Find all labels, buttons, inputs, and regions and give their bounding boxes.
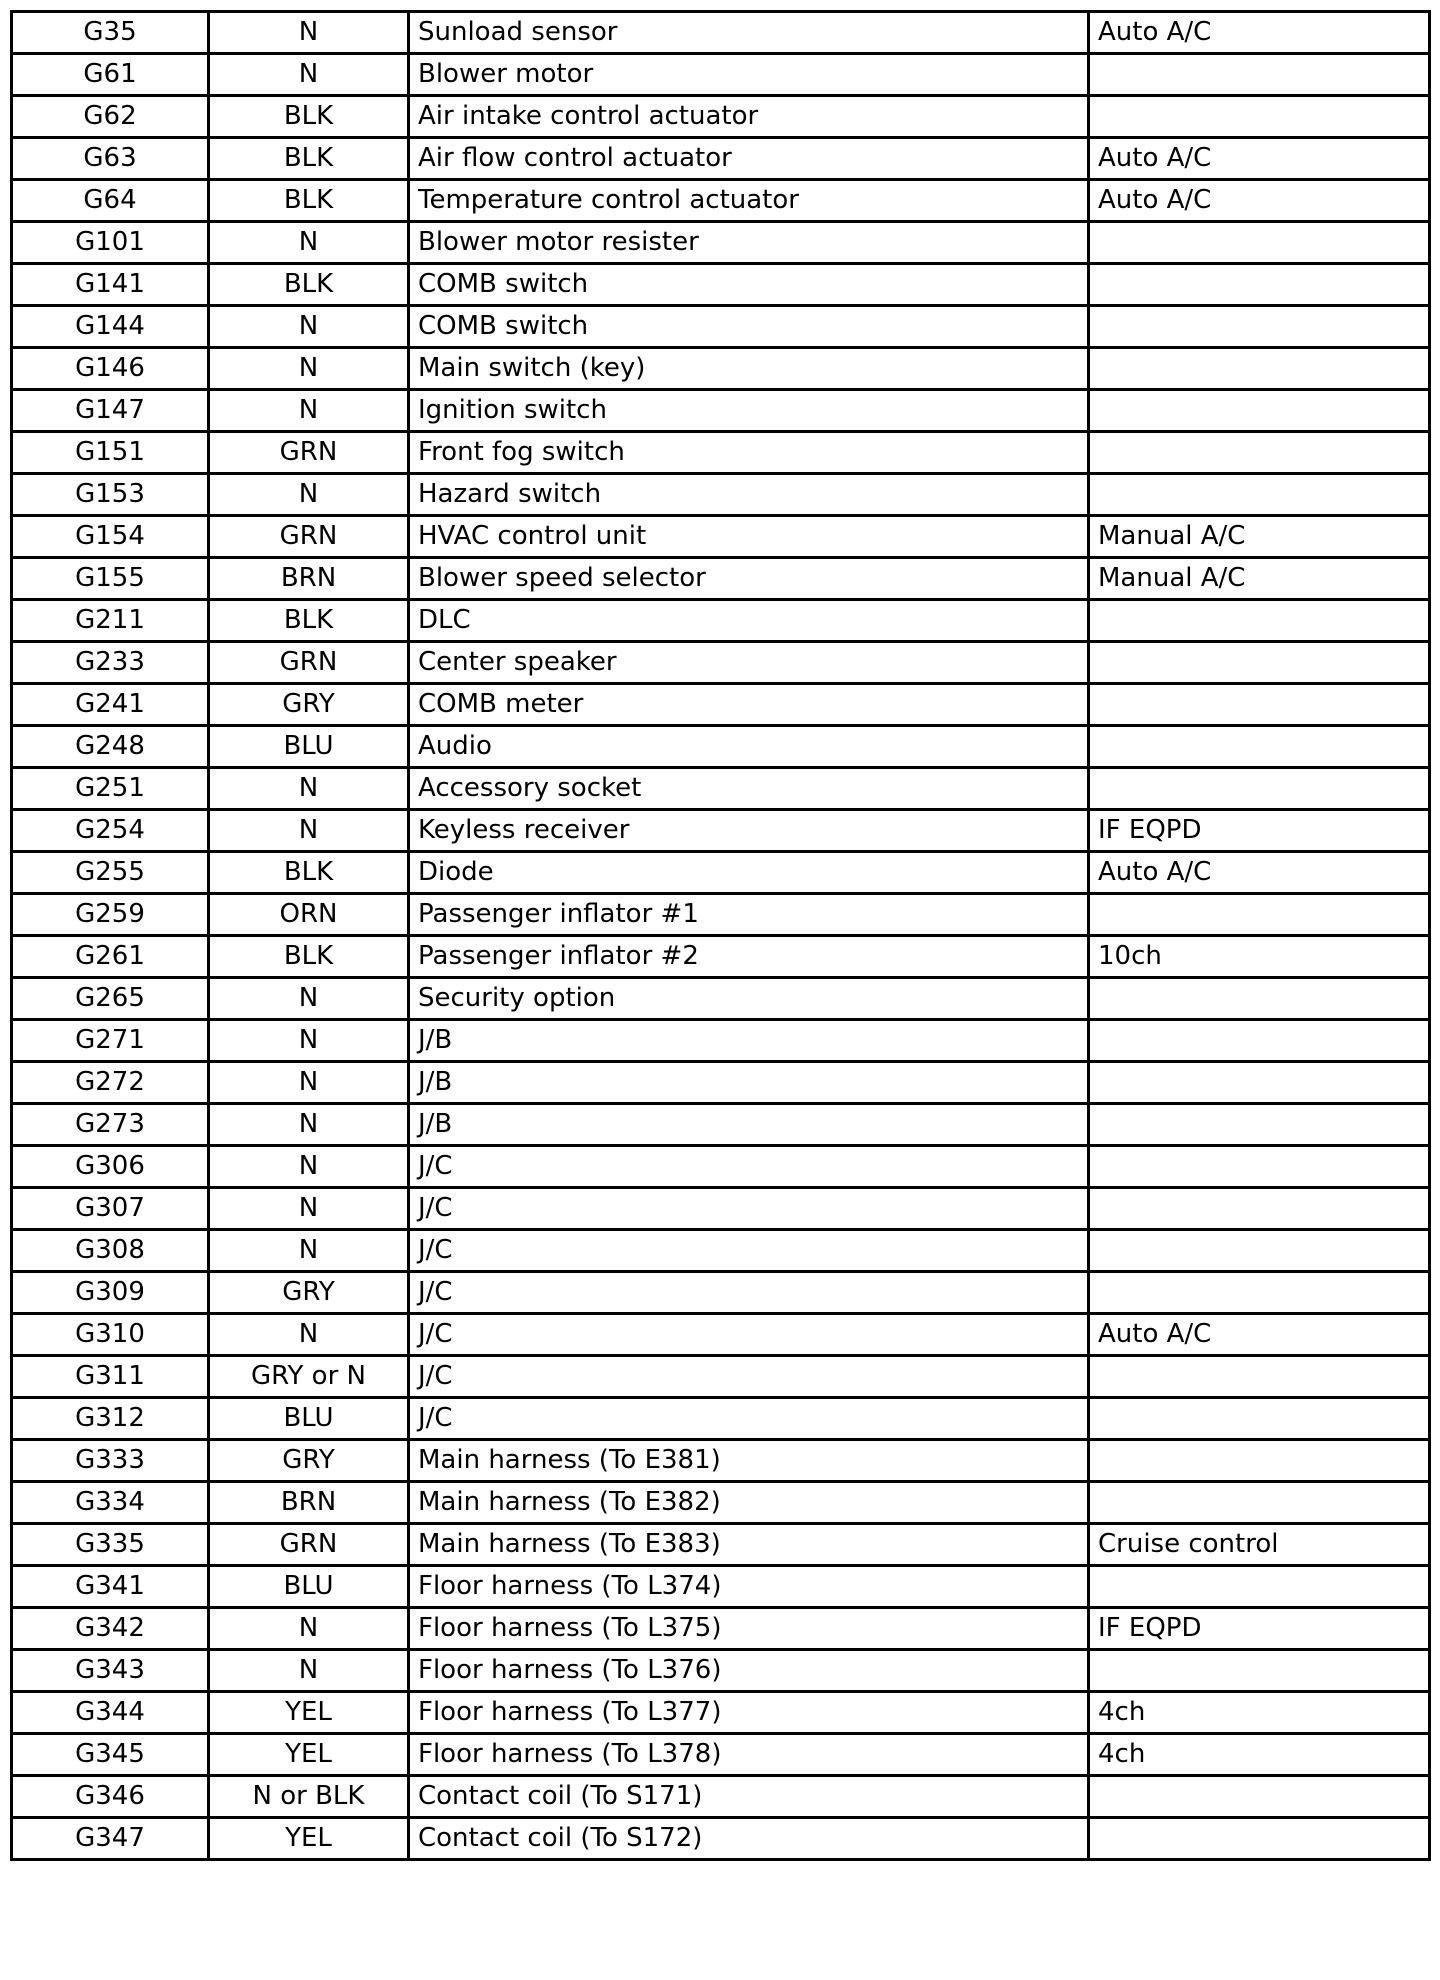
description-cell: Main harness (To E381) — [409, 1440, 1089, 1482]
description-cell: Floor harness (To L377) — [409, 1692, 1089, 1734]
table-row — [12, 726, 1430, 768]
wire-color-cell: YEL — [209, 1734, 409, 1776]
wire-color-cell: N — [209, 54, 409, 96]
connector-code-cell: G346 — [12, 1776, 209, 1818]
table-row — [12, 1650, 1430, 1692]
table-row — [12, 516, 1430, 558]
description-cell: Blower speed selector — [409, 558, 1089, 600]
connector-code-cell: G248 — [12, 726, 209, 768]
connector-code-cell: G63 — [12, 138, 209, 180]
description-cell: Air flow control actuator — [409, 138, 1089, 180]
wire-color-cell: GRY — [209, 1272, 409, 1314]
wire-color-cell: ORN — [209, 894, 409, 936]
description-cell: J/C — [409, 1146, 1089, 1188]
wire-color-cell: GRY — [209, 684, 409, 726]
wire-color-cell: N — [209, 390, 409, 432]
wire-color-cell: BLK — [209, 138, 409, 180]
wire-color-cell: N — [209, 978, 409, 1020]
description-cell: J/C — [409, 1314, 1089, 1356]
wire-color-cell: BLK — [209, 936, 409, 978]
wire-color-cell: N — [209, 1314, 409, 1356]
connector-code-cell: G259 — [12, 894, 209, 936]
table-row — [12, 180, 1430, 222]
table-row — [12, 684, 1430, 726]
wire-color-cell: BRN — [209, 1482, 409, 1524]
note-cell — [1089, 1062, 1430, 1104]
wire-color-cell: GRY or N — [209, 1356, 409, 1398]
table-row — [12, 306, 1430, 348]
connector-code-cell: G153 — [12, 474, 209, 516]
description-cell: J/C — [409, 1272, 1089, 1314]
description-cell: COMB switch — [409, 264, 1089, 306]
note-cell — [1089, 600, 1430, 642]
note-cell: 4ch — [1089, 1692, 1430, 1734]
wire-color-cell: N — [209, 1146, 409, 1188]
connector-code-cell: G335 — [12, 1524, 209, 1566]
connector-code-cell: G312 — [12, 1398, 209, 1440]
note-cell — [1089, 1566, 1430, 1608]
table-row — [12, 894, 1430, 936]
note-cell — [1089, 1188, 1430, 1230]
note-cell — [1089, 432, 1430, 474]
table-row — [12, 1062, 1430, 1104]
description-cell: COMB switch — [409, 306, 1089, 348]
description-cell: Main harness (To E383) — [409, 1524, 1089, 1566]
connector-code-cell: G241 — [12, 684, 209, 726]
description-cell: Blower motor resister — [409, 222, 1089, 264]
note-cell: Cruise control — [1089, 1524, 1430, 1566]
note-cell — [1089, 264, 1430, 306]
note-cell — [1089, 1650, 1430, 1692]
table-row — [12, 432, 1430, 474]
note-cell — [1089, 684, 1430, 726]
table-row — [12, 1272, 1430, 1314]
connector-code-cell: G309 — [12, 1272, 209, 1314]
wire-color-cell: N — [209, 1062, 409, 1104]
note-cell: Manual A/C — [1089, 558, 1430, 600]
wire-color-cell: N — [209, 1230, 409, 1272]
description-cell: Floor harness (To L375) — [409, 1608, 1089, 1650]
wire-color-cell: BLK — [209, 852, 409, 894]
wire-color-cell: GRN — [209, 432, 409, 474]
wire-color-cell: N — [209, 768, 409, 810]
description-cell: Floor harness (To L378) — [409, 1734, 1089, 1776]
connector-code-cell: G146 — [12, 348, 209, 390]
description-cell: Contact coil (To S171) — [409, 1776, 1089, 1818]
note-cell — [1089, 54, 1430, 96]
note-cell — [1089, 348, 1430, 390]
table-row — [12, 1524, 1430, 1566]
description-cell: J/C — [409, 1356, 1089, 1398]
connector-code-cell: G144 — [12, 306, 209, 348]
description-cell: Hazard switch — [409, 474, 1089, 516]
wire-color-cell: N — [209, 306, 409, 348]
connector-code-cell: G306 — [12, 1146, 209, 1188]
table-row — [12, 138, 1430, 180]
note-cell — [1089, 306, 1430, 348]
description-cell: Front fog switch — [409, 432, 1089, 474]
note-cell — [1089, 1356, 1430, 1398]
note-cell — [1089, 1776, 1430, 1818]
note-cell — [1089, 1104, 1430, 1146]
table-row — [12, 1692, 1430, 1734]
table-row — [12, 12, 1430, 54]
table-row — [12, 1566, 1430, 1608]
wire-color-cell: N — [209, 810, 409, 852]
note-cell — [1089, 642, 1430, 684]
description-cell: Audio — [409, 726, 1089, 768]
description-cell: Floor harness (To L376) — [409, 1650, 1089, 1692]
connector-code-cell: G64 — [12, 180, 209, 222]
table-row — [12, 1188, 1430, 1230]
description-cell: COMB meter — [409, 684, 1089, 726]
connector-code-cell: G347 — [12, 1818, 209, 1860]
table-row — [12, 1314, 1430, 1356]
wire-color-cell: BLU — [209, 726, 409, 768]
connector-code-cell: G154 — [12, 516, 209, 558]
note-cell — [1089, 1440, 1430, 1482]
table-row — [12, 558, 1430, 600]
table-row — [12, 1818, 1430, 1860]
note-cell: Manual A/C — [1089, 516, 1430, 558]
wire-color-cell: N — [209, 348, 409, 390]
connector-code-cell: G61 — [12, 54, 209, 96]
note-cell: Auto A/C — [1089, 180, 1430, 222]
wire-color-cell: N — [209, 12, 409, 54]
note-cell: Auto A/C — [1089, 1314, 1430, 1356]
wire-color-cell: N — [209, 1020, 409, 1062]
connector-code-cell: G310 — [12, 1314, 209, 1356]
connector-code-cell: G101 — [12, 222, 209, 264]
connector-code-cell: G265 — [12, 978, 209, 1020]
description-cell: Air intake control actuator — [409, 96, 1089, 138]
connector-code-cell: G334 — [12, 1482, 209, 1524]
table-body — [12, 12, 1430, 1860]
note-cell: IF EQPD — [1089, 1608, 1430, 1650]
description-cell: J/C — [409, 1398, 1089, 1440]
wire-color-cell: BRN — [209, 558, 409, 600]
description-cell: Sunload sensor — [409, 12, 1089, 54]
connector-code-cell: G345 — [12, 1734, 209, 1776]
wire-color-cell: N — [209, 1608, 409, 1650]
description-cell: J/C — [409, 1188, 1089, 1230]
description-cell: J/B — [409, 1104, 1089, 1146]
connector-code-cell: G255 — [12, 852, 209, 894]
connector-code-cell: G341 — [12, 1566, 209, 1608]
wire-color-cell: GRN — [209, 642, 409, 684]
note-cell — [1089, 474, 1430, 516]
note-cell — [1089, 978, 1430, 1020]
wire-color-cell: GRN — [209, 516, 409, 558]
description-cell: Center speaker — [409, 642, 1089, 684]
note-cell — [1089, 1272, 1430, 1314]
table-row — [12, 1398, 1430, 1440]
note-cell — [1089, 768, 1430, 810]
connector-code-cell: G307 — [12, 1188, 209, 1230]
note-cell: 10ch — [1089, 936, 1430, 978]
wire-color-cell: N or BLK — [209, 1776, 409, 1818]
note-cell — [1089, 222, 1430, 264]
connector-code-cell: G333 — [12, 1440, 209, 1482]
connector-code-cell: G344 — [12, 1692, 209, 1734]
table-row — [12, 978, 1430, 1020]
table-row — [12, 264, 1430, 306]
table-row — [12, 348, 1430, 390]
wire-color-cell: N — [209, 1104, 409, 1146]
note-cell: Auto A/C — [1089, 852, 1430, 894]
table-row — [12, 1734, 1430, 1776]
wire-color-cell: YEL — [209, 1692, 409, 1734]
wire-color-cell: GRY — [209, 1440, 409, 1482]
description-cell: Keyless receiver — [409, 810, 1089, 852]
description-cell: Passenger inflator #2 — [409, 936, 1089, 978]
table-row — [12, 1608, 1430, 1650]
description-cell: J/B — [409, 1020, 1089, 1062]
wire-color-cell: BLK — [209, 180, 409, 222]
connector-code-cell: G261 — [12, 936, 209, 978]
table-row — [12, 600, 1430, 642]
description-cell: Contact coil (To S172) — [409, 1818, 1089, 1860]
table-row — [12, 1104, 1430, 1146]
description-cell: Diode — [409, 852, 1089, 894]
table-row — [12, 222, 1430, 264]
table-row — [12, 1776, 1430, 1818]
connector-code-cell: G342 — [12, 1608, 209, 1650]
wire-color-cell: GRN — [209, 1524, 409, 1566]
description-cell: Floor harness (To L374) — [409, 1566, 1089, 1608]
connector-code-cell: G211 — [12, 600, 209, 642]
table-row — [12, 1440, 1430, 1482]
connector-code-cell: G151 — [12, 432, 209, 474]
table-row — [12, 390, 1430, 432]
note-cell — [1089, 1482, 1430, 1524]
wire-color-cell: N — [209, 1650, 409, 1692]
description-cell: Security option — [409, 978, 1089, 1020]
connector-code-cell: G233 — [12, 642, 209, 684]
table-row — [12, 936, 1430, 978]
wire-color-cell: BLK — [209, 264, 409, 306]
wire-color-cell: BLK — [209, 600, 409, 642]
table-row — [12, 54, 1430, 96]
description-cell: Passenger inflator #1 — [409, 894, 1089, 936]
note-cell — [1089, 1020, 1430, 1062]
connector-code-cell: G311 — [12, 1356, 209, 1398]
description-cell: Main switch (key) — [409, 348, 1089, 390]
table-row — [12, 810, 1430, 852]
note-cell — [1089, 96, 1430, 138]
note-cell — [1089, 1230, 1430, 1272]
table-row — [12, 768, 1430, 810]
wire-color-cell: N — [209, 1188, 409, 1230]
connector-code-cell: G343 — [12, 1650, 209, 1692]
table-row — [12, 852, 1430, 894]
table-row — [12, 96, 1430, 138]
note-cell — [1089, 894, 1430, 936]
connector-code-cell: G62 — [12, 96, 209, 138]
connector-table — [10, 10, 1431, 1861]
wire-color-cell: YEL — [209, 1818, 409, 1860]
note-cell — [1089, 1818, 1430, 1860]
wire-color-cell: N — [209, 474, 409, 516]
connector-code-cell: G308 — [12, 1230, 209, 1272]
note-cell: Auto A/C — [1089, 138, 1430, 180]
description-cell: Temperature control actuator — [409, 180, 1089, 222]
description-cell: DLC — [409, 600, 1089, 642]
connector-code-cell: G141 — [12, 264, 209, 306]
connector-code-cell: G251 — [12, 768, 209, 810]
wire-color-cell: BLU — [209, 1398, 409, 1440]
wire-color-cell: BLU — [209, 1566, 409, 1608]
table-row — [12, 474, 1430, 516]
table-row — [12, 1146, 1430, 1188]
note-cell — [1089, 726, 1430, 768]
connector-code-cell: G35 — [12, 12, 209, 54]
connector-code-cell: G155 — [12, 558, 209, 600]
wire-color-cell: BLK — [209, 96, 409, 138]
note-cell: 4ch — [1089, 1734, 1430, 1776]
table-row — [12, 642, 1430, 684]
description-cell: J/C — [409, 1230, 1089, 1272]
note-cell: Auto A/C — [1089, 12, 1430, 54]
connector-code-cell: G272 — [12, 1062, 209, 1104]
note-cell — [1089, 1146, 1430, 1188]
description-cell: J/B — [409, 1062, 1089, 1104]
description-cell: Main harness (To E382) — [409, 1482, 1089, 1524]
note-cell — [1089, 390, 1430, 432]
description-cell: Accessory socket — [409, 768, 1089, 810]
description-cell: HVAC control unit — [409, 516, 1089, 558]
table-row — [12, 1482, 1430, 1524]
connector-code-cell: G147 — [12, 390, 209, 432]
table-row — [12, 1020, 1430, 1062]
connector-code-cell: G254 — [12, 810, 209, 852]
connector-code-cell: G271 — [12, 1020, 209, 1062]
description-cell: Blower motor — [409, 54, 1089, 96]
table-row — [12, 1356, 1430, 1398]
table-row — [12, 1230, 1430, 1272]
note-cell — [1089, 1398, 1430, 1440]
wire-color-cell: N — [209, 222, 409, 264]
note-cell: IF EQPD — [1089, 810, 1430, 852]
connector-code-cell: G273 — [12, 1104, 209, 1146]
description-cell: Ignition switch — [409, 390, 1089, 432]
